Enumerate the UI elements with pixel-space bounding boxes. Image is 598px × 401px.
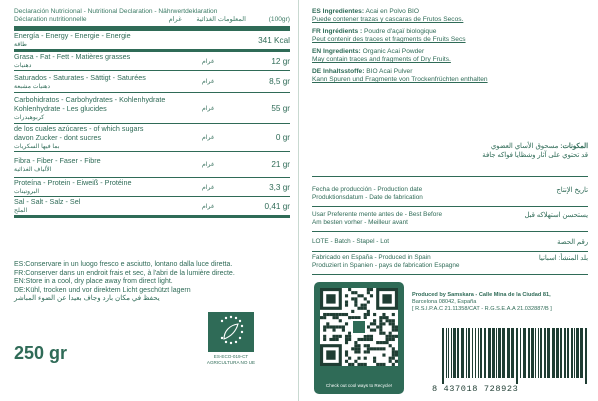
nutrition-row	[14, 152, 290, 178]
nutrient-label-arabic: طاقة	[14, 41, 28, 48]
traces-es: Puede contener trazas y cascaras de Frutos Secos.	[312, 16, 464, 23]
fact-best-before: Usar Preferente mente antes de - Best Before Am besten vorher - Meilleur avant يستحسن استهلاكه قبل	[312, 211, 588, 226]
storage-de: DE:Kühl, trocken und vor direktem Licht geschützt lagern	[14, 286, 191, 294]
nutrient-label-arabic: البروتينات	[14, 188, 40, 195]
producer-line2: Barcelona 08042, España	[412, 299, 477, 305]
nutrient-label: Sal - Salt - Salz - Sel	[14, 197, 81, 206]
storage-instructions	[14, 261, 300, 304]
ingredients-en: EN Ingredients: Organic Acai Powder	[312, 48, 425, 55]
divider-3	[312, 231, 588, 232]
eu-organic-leaf-logo	[208, 312, 254, 352]
nutrient-unit-arabic: غرام	[202, 93, 242, 124]
producer-info	[412, 292, 592, 313]
nutrient-label-arabic: كربوهيدرات	[14, 113, 45, 121]
recycle-qr-card[interactable]	[314, 282, 404, 394]
ingredients-arabic-line1: المكونات: مسحوق الأساي العضوي	[490, 143, 588, 150]
fact-origin: Fabricado en España - Produced in Spain Produziert in Spanien - pays de fabrication Espagne بلد المنشأ: اسبانيا	[312, 254, 588, 269]
qr-code[interactable]	[320, 288, 398, 366]
nutrient-unit-arabic: غرام	[202, 178, 242, 197]
nutrient-value: 12 gr	[242, 51, 290, 71]
ingredients-fr: FR Ingrédients : Poudre d'açaï biologique	[312, 28, 437, 35]
nutrient-label-line2: davon Zucker - dont sucres	[14, 133, 102, 142]
divider-4	[312, 251, 588, 252]
barcode	[440, 328, 588, 384]
nutrition-header-title: Declaración Nutricional - Nutritional Declaration - Nährwertdeklaration	[14, 8, 218, 15]
nutrition-header	[14, 8, 290, 24]
divider-2	[312, 206, 588, 207]
nutrient-unit-arabic: غرام	[202, 71, 242, 93]
eu-leaf-icon	[208, 312, 254, 352]
storage-es: ES:Conservare in un luogo fresco e asciutto, lontano dalla luce diretta.	[14, 261, 233, 268]
fact-lot: LOTE - Batch - Stapel - Lot رقم الحصة	[312, 238, 588, 246]
nutrient-unit-arabic	[202, 31, 242, 51]
barcode-digits: 8 437018 728923	[432, 384, 519, 394]
nutrition-row	[14, 51, 290, 71]
fact-production-date: Fecha de producción - Production date Produktionsdatum - Date de fabrication تاريخ الإنتاج	[312, 186, 588, 201]
nutrient-value: 3,3 gr	[242, 178, 290, 197]
eu-leaf-caption: ES-ECO-019-CT AGRICULTURA NO UE	[206, 354, 256, 365]
nutrition-header-subtitle: Déclaration nutritionnelle	[14, 16, 87, 23]
nutrient-label: Grasa - Fat - Fett - Matières grasses	[14, 52, 131, 61]
ingredients-es: ES Ingredientes: Acai en Polvo BIO	[312, 8, 420, 15]
nutrient-label: de los cuales azúcares - of which sugars	[14, 124, 144, 133]
nutrition-panel	[14, 8, 290, 218]
storage-ar: يحفظ في مكان بارد وجاف بعيدا عن الضوء المباشر	[14, 295, 160, 303]
nutrient-value: 0 gr	[242, 124, 290, 152]
ingredients-de: DE Inhaltsstoffe: BIO Acai Pulver	[312, 68, 413, 75]
ingredients-arabic-line2: قد تحتوي على آثار وشظايا فواكه جافة	[482, 152, 588, 159]
divider-5	[312, 274, 588, 275]
nutrition-table	[14, 31, 290, 218]
ingredients-arabic	[312, 142, 588, 160]
nutrient-value: 341 Kcal	[242, 31, 290, 51]
nutrient-label: Energía - Energy - Energie - Energie	[14, 31, 131, 40]
nutrient-value: 55 gr	[242, 93, 290, 124]
traces-fr: Peut contenir des traces et fragments de Fruits Secs	[312, 36, 466, 43]
nutrient-label-arabic: دهنيات	[14, 62, 32, 69]
nutrient-unit-arabic: غرام	[202, 197, 242, 217]
per-amount: (100gr)	[268, 16, 290, 23]
nutrient-label-arabic: دهنيات مشبعة	[14, 82, 51, 90]
nutrition-row	[14, 178, 290, 197]
traces-en: May contain traces and fragments of Dry Fruits.	[312, 56, 451, 63]
nutrient-unit-arabic: غرام	[202, 124, 242, 152]
net-weight: 250 gr	[14, 343, 68, 363]
nutrition-header-arabic: المعلومات الغذائية غرام	[168, 16, 246, 23]
nutrient-label-arabic: الألياف الغذائية	[14, 165, 52, 173]
nutrition-row	[14, 197, 290, 217]
producer-registry: [ R.S.I.P.A.C 21.11358/CAT - R.G.S.E.A.A 21.032887/B ]	[412, 306, 552, 312]
nutrient-label: Saturados - Saturates - Sättigt - Saturées	[14, 72, 146, 82]
qr-caption: Check out cool ways to Recycle!	[325, 383, 393, 388]
nutrient-unit-arabic: غرام	[202, 152, 242, 178]
nutrient-value: 8,5 gr	[242, 71, 290, 93]
nutrient-label: Proteína - Protein - Eiweiß - Protéine	[14, 178, 132, 187]
nutrient-label: Fibra - Fiber - Faser - Fibre	[14, 155, 101, 165]
nutrient-label-arabic: الملح	[14, 207, 28, 214]
nutrient-unit-arabic: غرام	[202, 51, 242, 71]
divider-1	[312, 176, 588, 177]
nutrition-row	[14, 31, 290, 51]
qr-code-icon	[320, 288, 398, 366]
nutrition-row	[14, 71, 290, 93]
storage-fr: FR:Conserver dans un endroit frais et sec, à l'abri de la lumière directe.	[14, 269, 235, 277]
nutrient-label-line2: Kohlenhydrate - Les glucides	[14, 103, 107, 113]
nutrition-row	[14, 124, 290, 152]
nutrient-label-arabic: بما فيها السكريات	[14, 143, 60, 150]
traces-de: Kann Spuren und Fragmente von Trockenfrüchten enthalten	[312, 76, 488, 83]
nutrient-value: 0,41 gr	[242, 197, 290, 217]
storage-en: EN:Store in a cool, dry place away from direct light.	[14, 278, 173, 286]
producer-line1: Produced by Samskara - Calle Mina de la Ciudad 81,	[412, 292, 551, 298]
nutrient-label: Carbohidratos - Carbohydrates - Kohlenhydrate	[14, 94, 166, 104]
ingredients-panel	[312, 8, 588, 84]
panel-divider	[298, 0, 299, 401]
nutrient-value: 21 gr	[242, 152, 290, 178]
nutrition-row	[14, 93, 290, 124]
